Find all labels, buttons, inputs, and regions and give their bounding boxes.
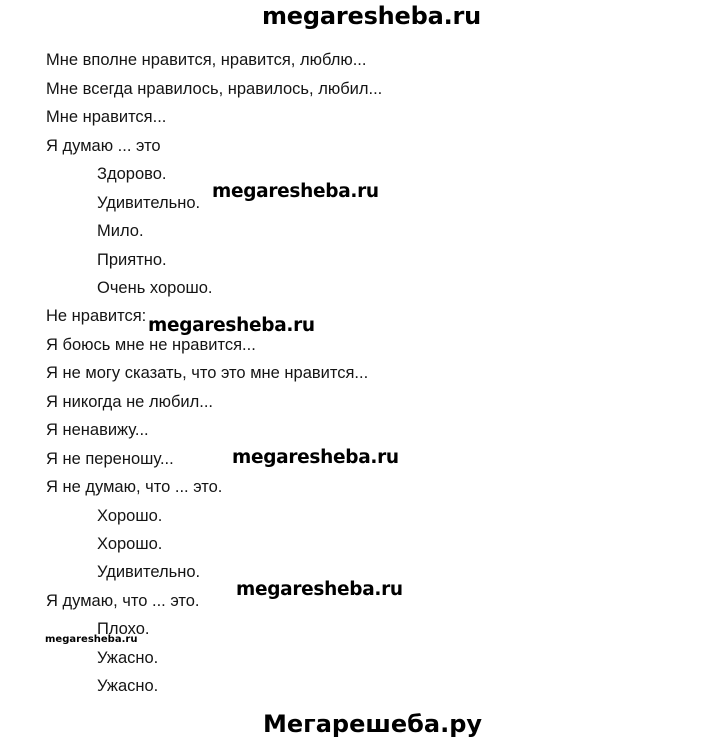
text-line-indented: Ужасно. <box>97 649 159 667</box>
text-line: Я ненавижу... <box>46 421 149 439</box>
text-line-indented: Удивительно. <box>97 563 201 581</box>
watermark-overlay: megaresheba.ru <box>148 315 315 336</box>
watermark-overlay: megaresheba.ru <box>232 447 399 468</box>
text-line: Мне вполне нравится, нравится, люблю... <box>46 51 367 69</box>
footer-brand: Мегарешеба.ру <box>263 710 483 738</box>
text-line: Я не могу сказать, что это мне нравится... <box>46 364 369 382</box>
watermark-small: megaresheba.ru <box>45 634 138 645</box>
text-line: Я думаю ... это <box>46 137 161 155</box>
text-line: Я никогда не любил... <box>46 393 213 411</box>
text-line: Мне всегда нравилось, нравилось, любил... <box>46 80 383 98</box>
text-line-indented: Мило. <box>97 222 144 240</box>
text-line-indented: Ужасно. <box>97 677 159 695</box>
text-line-indented: Здорово. <box>97 165 167 183</box>
text-line-indented: Плохо. <box>97 620 150 638</box>
watermark-overlay: megaresheba.ru <box>236 579 403 600</box>
text-line: Мне нравится... <box>46 108 167 126</box>
text-line: Я не переношу... <box>46 450 174 468</box>
text-line: Я не думаю, что ... это. <box>46 478 223 496</box>
watermark-top: megaresheba.ru <box>262 2 482 30</box>
text-line-indented: Приятно. <box>97 251 167 269</box>
text-line-indented: Хорошо. <box>97 535 163 553</box>
text-line-indented: Хорошо. <box>97 507 163 525</box>
text-line-indented: Удивительно. <box>97 194 201 212</box>
text-line: Я думаю, что ... это. <box>46 592 200 610</box>
text-line: Я боюсь мне не нравится... <box>46 336 256 354</box>
text-line-indented: Очень хорошо. <box>97 279 213 297</box>
text-line: Не нравится: <box>46 307 147 325</box>
watermark-overlay: megaresheba.ru <box>212 181 379 202</box>
